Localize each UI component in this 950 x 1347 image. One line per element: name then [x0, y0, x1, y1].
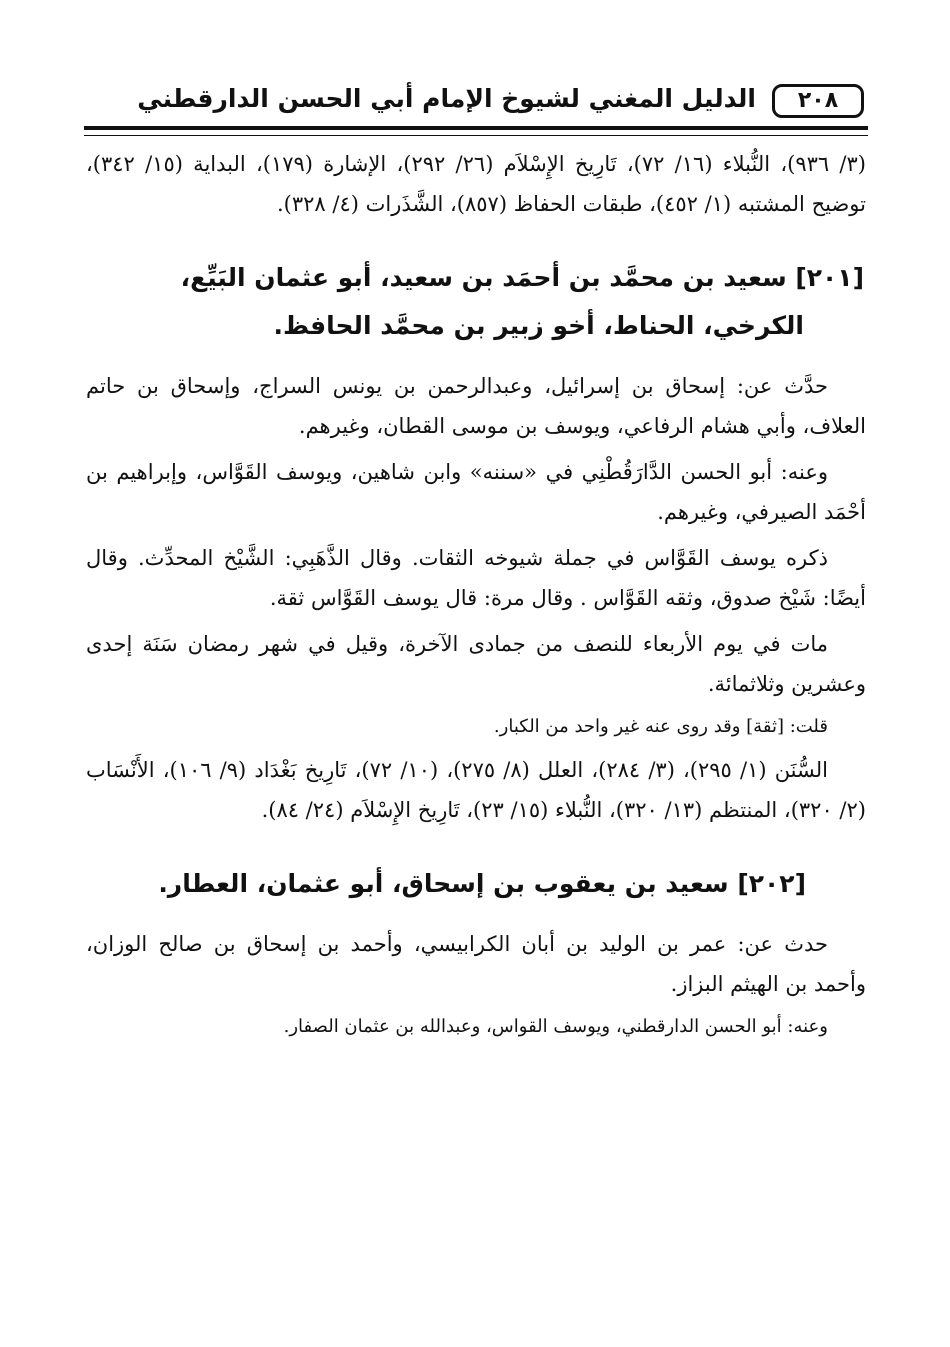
entry-201-students: وعنه: أبو الحسن الدَّارَقُطْنِي في «سننه» وابن شاهين، ويوسف القَوَّاس، وإبراهيم بن أحْمَد الصيرفي، وغيرهم.	[86, 460, 866, 524]
entry-202-teachers: حدث عن: عمر بن الوليد بن أبان الكرابيسي، وأحمد بن إسحاق بن صالح الوزان، وأحمد بن الهيثم البزاز.	[86, 932, 866, 996]
entry-201-assessment: ذكره يوسف القَوَّاس في جملة شيوخه الثقات. وقال الذَّهَبِي: الشَّيْخ المحدِّث. وقال أيضًا: شَيْخ صدوق، وثقه القَوَّاس . وقال مرة: قال يوسف القَوَّاس ثقة.	[86, 546, 866, 610]
previous-entry-references: (٣/ ٩٣٦)، النُّبلاء (١٦/ ٧٢)، تَارِيخ الإِسْلاَم (٢٦/ ٢٩٢)، الإشارة (١٧٩)، البداية (١٥/ ٣٤٢)، توضيح المشتبه (١/ ٤٥٢)، طبقات الحفاظ (٨٥٧)، الشَّذَرات (٤/ ٣٢٨).	[86, 152, 866, 216]
entry-201-heading-line-1: [٢٠١] سعيد بن محمَّد بن أحمَد بن سعيد، أبو عثمان البَيِّع،	[180, 263, 864, 292]
entry-201-teachers: حدَّث عن: إسحاق بن إسرائيل، وعبدالرحمن بن يونس السراج، وإسحاق بن حاتم العلاف، وأبي هشام الرفاعي، ويوسف بن موسى القطان، وغيرهم.	[86, 374, 866, 438]
header-rule	[84, 126, 868, 130]
entry-201-verdict: قلت: [ثقة] وقد روى عنه غير واحد من الكبار.	[493, 716, 828, 737]
entry-202-heading: [٢٠٢] سعيد بن يعقوب بن إسحاق، أبو عثمان، العطار.	[158, 869, 806, 898]
entry-201-references: السُّنَن (١/ ٢٩٥)، (٣/ ٢٨٤)، العلل (٨/ ٢٧٥)، (١٠/ ٧٢)، تَارِيخ بَغْدَاد (٩/ ١٠٦)، الأَنْسَاب (٢/ ٣٢٠)، المنتظم (١٣/ ٣٢٠)، النُّبلاء (١٥/ ٢٣)، تَارِيخ الإِسْلاَم (٢٤/ ٨٤).	[86, 758, 866, 822]
page-number: ٢٠٨	[772, 84, 864, 118]
running-title: الدليل المغني لشيوخ الإمام أبي الحسن الدارقطني	[137, 84, 756, 113]
header-rule-thin	[84, 135, 868, 136]
entry-201-heading-line-2: الكرخي، الحناط، أخو زبير بن محمَّد الحافظ.	[273, 311, 804, 340]
entry-202-students: وعنه: أبو الحسن الدارقطني، ويوسف القواس، وعبدالله بن عثمان الصفار.	[283, 1016, 828, 1037]
entry-201-heading	[86, 254, 866, 350]
page-header	[84, 70, 868, 132]
entry-201-death: مات في يوم الأربعاء للنصف من جمادى الآخرة، وقيل في شهر رمضان سَنَة إحدى وعشرين وثلاثمائة.	[86, 632, 866, 696]
page-body	[86, 144, 866, 1044]
